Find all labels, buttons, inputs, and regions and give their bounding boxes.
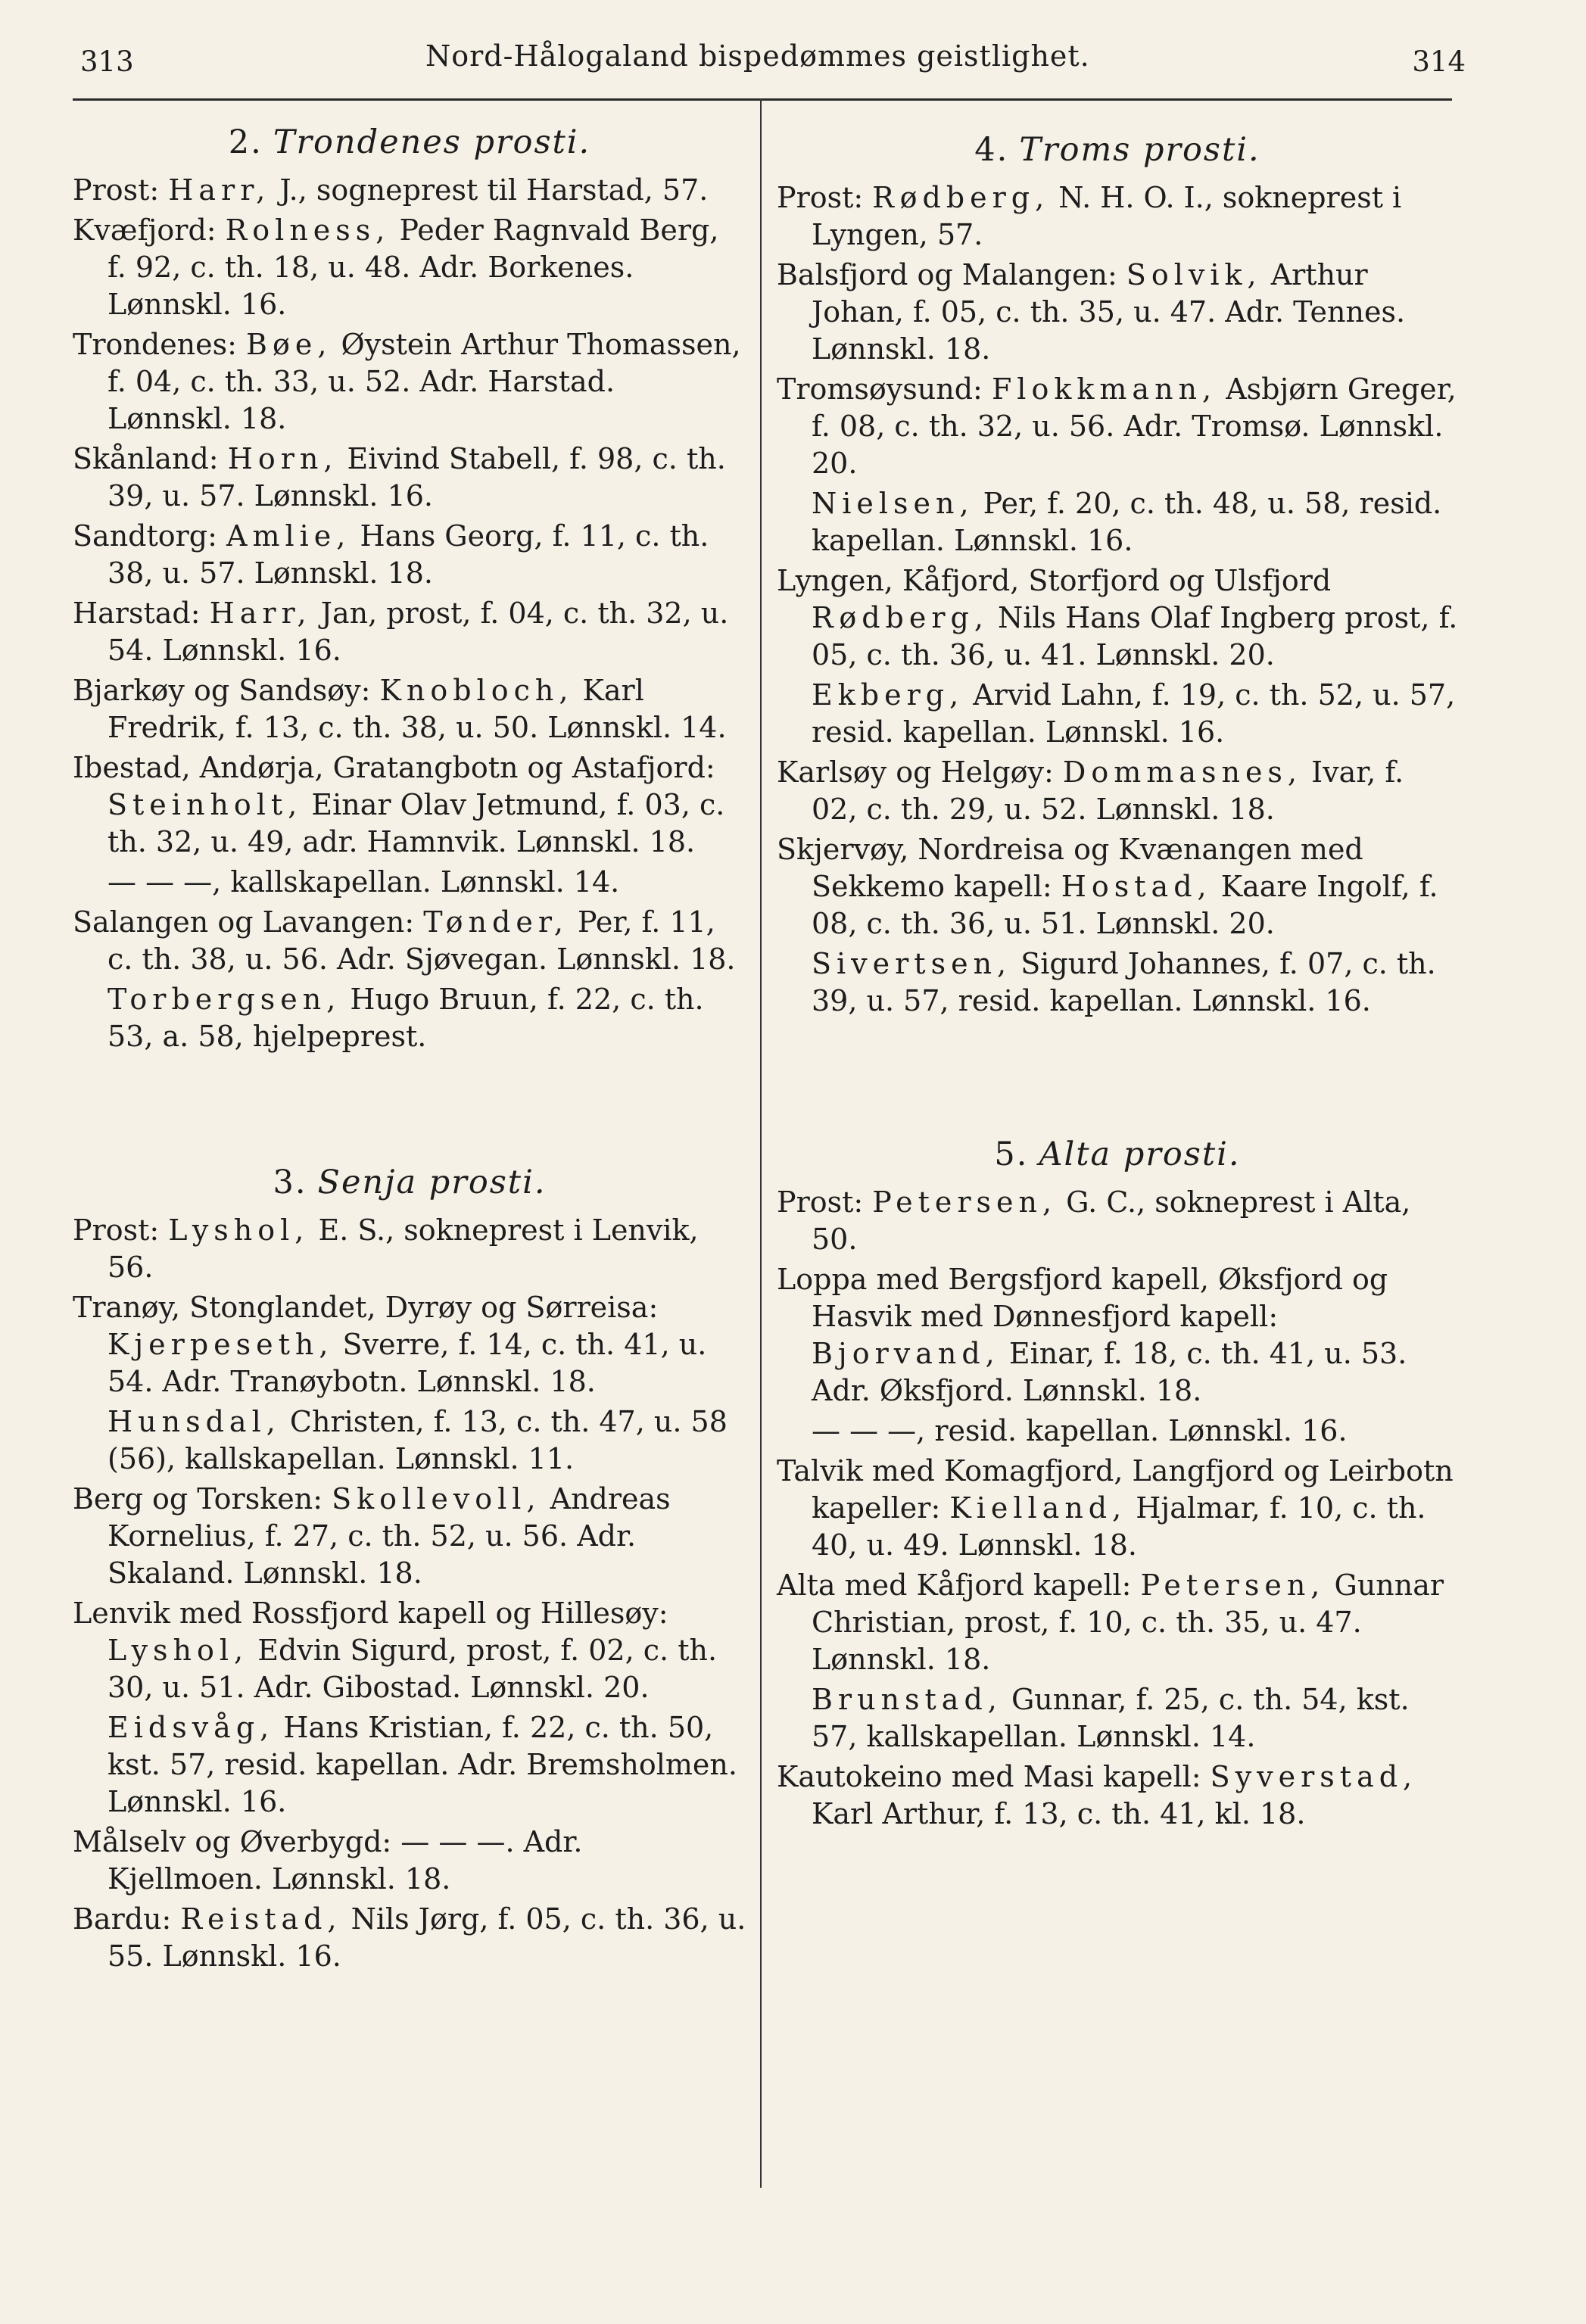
list-item: [777, 945, 1458, 1020]
entry-surname: Lyshol,: [168, 1213, 310, 1247]
entry-surname: Hunsdal,: [107, 1405, 281, 1438]
entry-label: Prost:: [777, 181, 873, 214]
entry-details: Sigurd Johannes, f. 07, c. th. 39, u. 57, resid. kapellan. Lønnskl. 16.: [812, 947, 1436, 1017]
list-item: [73, 749, 746, 861]
entry-label: Salangen og Lavangen:: [73, 905, 424, 939]
entry-surname: Kjerpeseth,: [107, 1328, 334, 1361]
entry-surname: Kielland,: [949, 1491, 1127, 1525]
column-divider: [760, 98, 762, 2188]
list-item: [73, 1901, 746, 1975]
entry-details: Hugo Bruun, f. 22, c. th. 53, a. 58, hjelpeprest.: [107, 983, 704, 1053]
entry-label: Loppa med Bergsfjord kapell, Øksfjord og Hasvik med Dønnesfjord kapell:: [777, 1263, 1388, 1333]
right-column: [777, 132, 1458, 1836]
list-item: [777, 1413, 1458, 1450]
entry-surname: Flokkmann,: [991, 372, 1217, 406]
list-item: [73, 1824, 746, 1898]
entry-label: Ibestad, Andørja, Gratangbotn og Astafjord:: [73, 751, 715, 784]
list-item: [777, 831, 1458, 942]
entry-surname: Harr,: [168, 173, 271, 207]
list-item: [777, 1453, 1458, 1564]
list-item: [73, 212, 746, 323]
entry-details: J., sogneprest til Harstad, 57.: [270, 173, 709, 207]
entry-details: G. C., sokneprest i Alta, 50.: [812, 1185, 1411, 1256]
entry-surname: Solvik,: [1126, 258, 1262, 291]
entry-label: Bardu:: [73, 1902, 181, 1936]
section-title: [777, 1136, 1458, 1173]
entry-details: Nils Jørg, f. 05, c. th. 36, u. 55. Lønnskl. 16.: [107, 1902, 746, 1973]
entry-label: Tromsøysund:: [777, 372, 992, 406]
entry-details: Hans Kristian, f. 22, c. th. 50, kst. 57, resid. kapellan. Adr. Bremsholmen. Lønnskl. 16.: [107, 1711, 737, 1818]
running-title: Nord-Hålogaland bispedømmes geistlighet.: [425, 39, 1090, 73]
entry-label: Trondenes:: [73, 328, 247, 361]
section-number: 3.: [273, 1164, 307, 1201]
list-item: [73, 326, 746, 438]
entry-details: — — —, kallskapellan. Lønnskl. 14.: [107, 865, 620, 899]
entry-surname: Lyshol,: [107, 1634, 249, 1667]
list-item: [777, 562, 1458, 674]
entry-label: Berg og Torsken:: [73, 1482, 332, 1516]
entry-details: Per, f. 11, c. th. 38, u. 56. Adr. Sjøvegan. Lønnskl. 18.: [107, 905, 736, 976]
section-number: 2.: [228, 123, 263, 161]
entry-surname: Knobloch,: [379, 674, 574, 707]
entry-details: Målselv og Øverbygd: — — —. Adr. Kjellmoen. Lønnskl. 18.: [73, 1825, 583, 1896]
list-item: [777, 754, 1458, 828]
entry-details: Eivind Stabell, f. 98, c. th. 39, u. 57. Lønnskl. 16.: [107, 442, 726, 512]
list-item: [777, 1261, 1458, 1410]
list-item: [777, 1184, 1458, 1258]
list-item: [73, 1709, 746, 1821]
list-item: [777, 1759, 1458, 1833]
list-item: [73, 1481, 746, 1592]
section-title: [73, 124, 746, 161]
entry-details: Nils Hans Olaf Ingberg prost, f. 05, c. th. 36, u. 41. Lønnskl. 20.: [812, 601, 1458, 671]
list-item: [73, 981, 746, 1055]
list-item: [777, 179, 1458, 254]
entry-label: Harstad:: [73, 597, 210, 630]
entry-details: Arvid Lahn, f. 19, c. th. 52, u. 57, resid. kapellan. Lønnskl. 16.: [812, 678, 1456, 749]
entry-details: — — —, resid. kapellan. Lønnskl. 16.: [812, 1414, 1348, 1447]
entry-surname: Steinholt,: [107, 788, 303, 821]
entry-surname: Harr,: [209, 597, 312, 630]
section-name: Senja prosti.: [317, 1164, 547, 1201]
entry-surname: Rolness,: [225, 213, 391, 247]
section-number: 4.: [974, 131, 1009, 169]
entry-details: Peder Ragnvald Berg, f. 92, c. th. 18, u. 48. Adr. Borkenes. Lønnskl. 16.: [107, 213, 719, 321]
section-name: Trondenes prosti.: [273, 123, 591, 161]
entry-surname: Sivertsen,: [812, 947, 1012, 980]
entry-label: Prost:: [73, 1213, 169, 1247]
entry-details: Gunnar, f. 25, c. th. 54, kst. 57, kallskapellan. Lønnskl. 14.: [812, 1683, 1410, 1753]
entry-surname: Syverstad,: [1210, 1760, 1418, 1793]
list-item: [73, 904, 746, 978]
entry-label: Lyngen, Kåfjord, Storfjord og Ulsfjord: [777, 564, 1332, 597]
entry-label: Alta med Kåfjord kapell:: [777, 1569, 1141, 1602]
list-item: [777, 1567, 1458, 1678]
entry-details: Asbjørn Greger, f. 08, c. th. 32, u. 56. Adr. Tromsø. Lønnskl. 20.: [812, 372, 1457, 480]
list-item: [777, 677, 1458, 751]
list-item: [73, 864, 746, 901]
header-rule: [73, 98, 1452, 101]
entry-details: Kaare Ingolf, f. 08, c. th. 36, u. 51. Lønnskl. 20.: [812, 870, 1438, 940]
entry-label: Tranøy, Stonglandet, Dyrøy og Sørreisa:: [73, 1291, 659, 1324]
page-number-left: 313: [80, 45, 134, 78]
entry-label: Kautokeino med Masi kapell:: [777, 1760, 1211, 1793]
list-item: [73, 672, 746, 746]
entry-surname: Dommasnes,: [1062, 755, 1303, 789]
list-item: [73, 172, 746, 209]
section-title: [73, 1164, 746, 1201]
left-column: [73, 124, 746, 1978]
list-item: [73, 1403, 746, 1478]
entry-details: Edvin Sigurd, prost, f. 02, c. th. 30, u. 51. Adr. Gibostad. Lønnskl. 20.: [107, 1634, 718, 1704]
entry-details: Sverre, f. 14, c. th. 41, u. 54. Adr. Tranøybotn. Lønnskl. 18.: [107, 1328, 707, 1398]
entry-label: Prost:: [777, 1185, 873, 1219]
entry-label: Karlsøy og Helgøy:: [777, 755, 1063, 789]
entry-details: Hans Georg, f. 11, c. th. 38, u. 57. Lønnskl. 18.: [107, 519, 709, 590]
list-item: [73, 595, 746, 669]
entry-label: Sandtorg:: [73, 519, 227, 553]
entry-surname: Amlie,: [226, 519, 351, 553]
entry-surname: Rødberg,: [812, 601, 989, 634]
entry-details: Hjalmar, f. 10, c. th. 40, u. 49. Lønnskl. 18.: [812, 1491, 1426, 1562]
entry-label: Balsfjord og Malangen:: [777, 258, 1126, 291]
list-item: [73, 518, 746, 592]
entry-details: Jan, prost, f. 04, c. th. 32, u. 54. Lønnskl. 16.: [107, 597, 729, 667]
list-item: [777, 371, 1458, 482]
list-item: [73, 441, 746, 515]
section-title: [777, 132, 1458, 169]
entry-surname: Skollevoll,: [332, 1482, 541, 1516]
entry-surname: Torbergsen,: [107, 983, 341, 1016]
page-number-right: 314: [1412, 45, 1466, 78]
entry-label: Talvik med Komagfjord, Langfjord og Leirbotn kapeller:: [777, 1454, 1454, 1525]
entry-surname: Hostad,: [1061, 870, 1212, 903]
entry-surname: Tønder,: [423, 905, 569, 939]
entry-details: Christen, f. 13, c. th. 47, u. 58 (56), kallskapellan. Lønnskl. 11.: [107, 1405, 728, 1475]
section-number: 5.: [994, 1136, 1029, 1173]
entry-surname: Nielsen,: [812, 487, 974, 520]
list-item: [777, 1681, 1458, 1755]
entry-label: Bjarkøy og Sandsøy:: [73, 674, 380, 707]
entry-details: N. H. O. I., sokneprest i Lyngen, 57.: [812, 181, 1402, 251]
entry-surname: Bøe,: [246, 328, 332, 361]
entry-details: Arthur Johan, f. 05, c. th. 35, u. 47. Adr. Tennes. Lønnskl. 18.: [812, 258, 1406, 366]
entry-surname: Rødberg,: [872, 181, 1050, 214]
list-item: [73, 1595, 746, 1706]
page-header: [73, 39, 1466, 92]
entry-surname: Reistad,: [180, 1902, 342, 1936]
entry-surname: Brunstad,: [812, 1683, 1002, 1716]
entry-label: Prost:: [73, 173, 169, 207]
entry-surname: Bjorvand,: [812, 1337, 1000, 1370]
entry-surname: Petersen,: [1140, 1569, 1326, 1602]
section-name: Alta prosti.: [1039, 1136, 1241, 1173]
entry-surname: Horn,: [227, 442, 338, 475]
entry-label: Kvæfjord:: [73, 213, 226, 247]
list-item: [73, 1212, 746, 1286]
entry-details: E. S., sokneprest i Lenvik, 56.: [107, 1213, 699, 1284]
entry-surname: Ekberg,: [812, 678, 964, 712]
entry-surname: Eidsvåg,: [107, 1711, 275, 1744]
entry-details: Andreas Kornelius, f. 27, c. th. 52, u. 56. Adr. Skaland. Lønnskl. 18.: [107, 1482, 671, 1590]
entry-details: Gunnar Christian, prost, f. 10, c. th. 35, u. 47. Lønnskl. 18.: [812, 1569, 1444, 1676]
section-name: Troms prosti.: [1019, 131, 1260, 169]
entry-label: Skjervøy, Nordreisa og Kvænangen med Sekkemo kapell:: [777, 833, 1363, 903]
entry-details: Per, f. 20, c. th. 48, u. 58, resid. kapellan. Lønnskl. 16.: [812, 487, 1442, 557]
entry-details: Einar, f. 18, c. th. 41, u. 53. Adr. Øksfjord. Lønnskl. 18.: [812, 1337, 1407, 1407]
list-item: [777, 485, 1458, 559]
list-item: [777, 257, 1458, 368]
entry-details: Karl Fredrik, f. 13, c. th. 38, u. 50. Lønnskl. 14.: [107, 674, 727, 744]
entry-details: Karl Arthur, f. 13, c. th. 41, kl. 18.: [812, 1797, 1306, 1830]
entry-surname: Petersen,: [872, 1185, 1058, 1219]
entry-details: Ivar, f. 02, c. th. 29, u. 52. Lønnskl. 18.: [812, 755, 1404, 826]
entry-details: Øystein Arthur Thomassen, f. 04, c. th. 33, u. 52. Adr. Harstad. Lønnskl. 18.: [107, 328, 741, 435]
entry-label: Lenvik med Rossfjord kapell og Hillesøy:: [73, 1597, 668, 1630]
entry-label: Skånland:: [73, 442, 228, 475]
list-item: [73, 1289, 746, 1400]
entry-details: Einar Olav Jetmund, f. 03, c. th. 32, u. 49, adr. Hamnvik. Lønnskl. 18.: [107, 788, 725, 858]
